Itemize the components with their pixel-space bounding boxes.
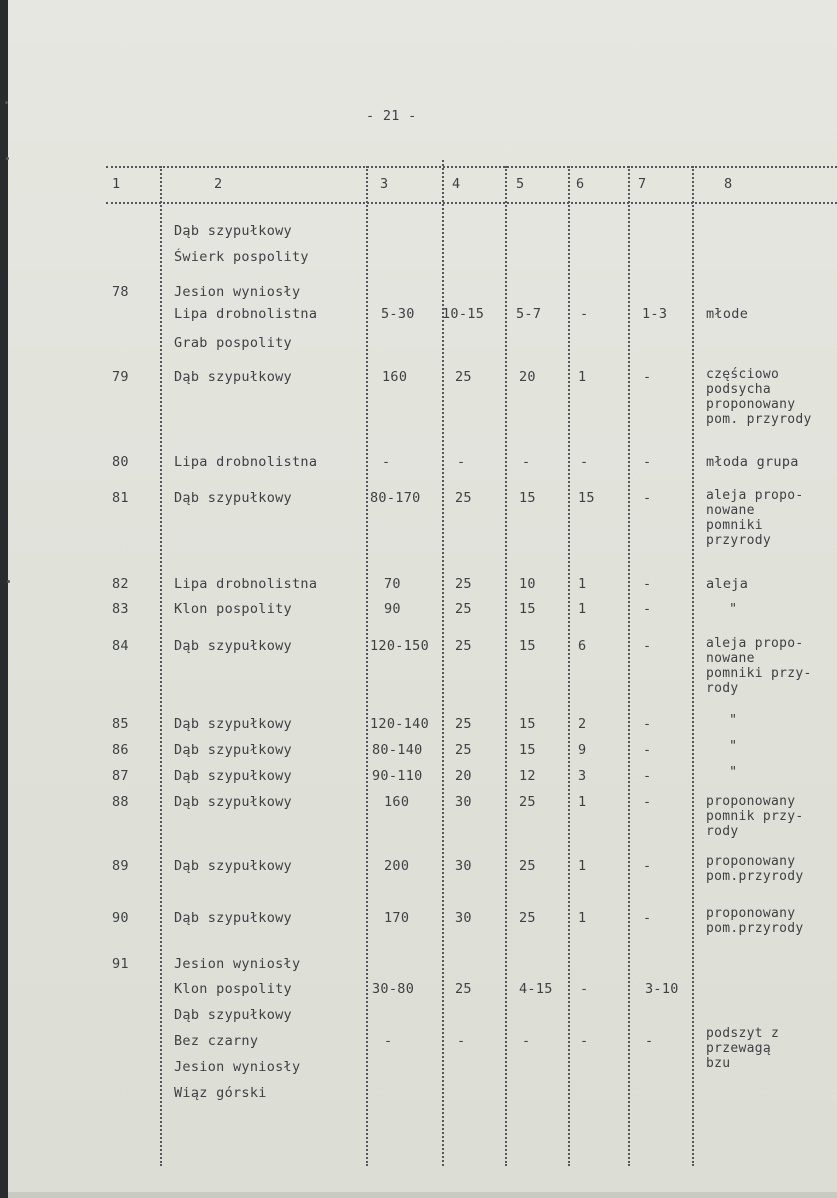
- record-number: 82: [112, 576, 129, 592]
- value-col6: 1: [578, 858, 587, 874]
- value-col6: 6: [578, 638, 587, 654]
- species-cell: Dąb szypułkowy: [174, 910, 292, 926]
- value-col6: -: [580, 454, 589, 470]
- species-cell: Dąb szypułkowy: [174, 858, 292, 874]
- remarks-cell: ": [729, 738, 738, 754]
- value-col7: -: [643, 716, 652, 732]
- record-number: 86: [112, 742, 129, 758]
- value-col3: 80-170: [370, 490, 421, 506]
- value-col6: 1: [578, 910, 587, 926]
- value-col5: 12: [519, 768, 536, 784]
- species-cell: Bez czarny: [174, 1033, 259, 1049]
- remarks-cell: proponowany pom.przyrody: [706, 906, 804, 936]
- value-col5: 15: [519, 638, 536, 654]
- value-col7: -: [643, 454, 652, 470]
- record-number: 79: [112, 369, 129, 385]
- column-header-8: 8: [724, 176, 733, 192]
- value-col6: 1: [578, 794, 587, 810]
- value-col6: 9: [578, 742, 587, 758]
- column-divider-4: [505, 166, 507, 1166]
- table-header-rule: [106, 202, 837, 204]
- value-col4: 30: [455, 858, 472, 874]
- species-cell: Dąb szypułkowy: [174, 490, 292, 506]
- value-col7: -: [643, 742, 652, 758]
- value-col7: 1-3: [642, 306, 668, 322]
- species-cell: Lipa drobnolistna: [174, 454, 318, 470]
- value-col4: -: [457, 1033, 466, 1049]
- species-cell: Dąb szypułkowy: [174, 768, 292, 784]
- value-col4: 25: [455, 576, 472, 592]
- value-col4: 25: [455, 369, 472, 385]
- value-col3: 170: [384, 910, 410, 926]
- record-number: 81: [112, 490, 129, 506]
- value-col5: 10: [519, 576, 536, 592]
- value-col7: -: [643, 768, 652, 784]
- value-col3: 200: [384, 858, 410, 874]
- value-col5: -: [522, 1033, 531, 1049]
- species-cell: Dąb szypułkowy: [174, 716, 292, 732]
- species-cell: Jesion wyniosły: [174, 1059, 301, 1075]
- column-divider-5: [568, 166, 570, 1166]
- value-col3: 5-30: [381, 306, 415, 322]
- scan-speck: [6, 157, 9, 160]
- value-col5: -: [522, 454, 531, 470]
- column-header-5: 5: [516, 176, 525, 192]
- column-header-7: 7: [638, 176, 647, 192]
- value-col5: 25: [519, 794, 536, 810]
- document-page: [8, 0, 837, 1198]
- value-col3: -: [382, 454, 391, 470]
- value-col4: 25: [455, 601, 472, 617]
- record-number: 90: [112, 910, 129, 926]
- value-col3: 90-110: [372, 768, 423, 784]
- species-cell: Dąb szypułkowy: [174, 369, 292, 385]
- record-number: 88: [112, 794, 129, 810]
- remarks-cell: podszyt z przewagą bzu: [706, 1026, 780, 1071]
- page-number: - 21 -: [366, 108, 417, 124]
- species-cell: Jesion wyniosły: [174, 956, 301, 972]
- species-cell: Jesion wyniosły: [174, 284, 301, 300]
- value-col4: 25: [455, 742, 472, 758]
- value-col7: -: [645, 1033, 654, 1049]
- species-cell: Klon pospolity: [174, 601, 292, 617]
- record-number: 84: [112, 638, 129, 654]
- value-col7: 3-10: [645, 981, 679, 997]
- remarks-cell: aleja propo- nowane pomniki przy- rody: [706, 636, 812, 696]
- value-col3: 120-150: [370, 638, 429, 654]
- value-col4: 30: [455, 794, 472, 810]
- value-col6: 1: [578, 601, 587, 617]
- value-col3: 30-80: [372, 981, 415, 997]
- species-cell: Wiąz górski: [174, 1085, 267, 1101]
- value-col5: 5-7: [516, 306, 542, 322]
- column-divider-1: [160, 166, 162, 1166]
- value-col3: 160: [382, 369, 408, 385]
- remarks-cell: aleja propo- nowane pomniki przyrody: [706, 488, 804, 548]
- column-header-1: 1: [112, 176, 121, 192]
- species-cell: Grab pospolity: [174, 335, 292, 351]
- value-col6: 1: [578, 369, 587, 385]
- species-cell: Klon pospolity: [174, 981, 292, 997]
- value-col4: 25: [455, 981, 472, 997]
- column-header-6: 6: [576, 176, 585, 192]
- record-number: 80: [112, 454, 129, 470]
- scan-left-edge: [0, 0, 8, 1198]
- scan-speck: [7, 580, 10, 583]
- value-col4: 25: [455, 638, 472, 654]
- value-col5: 15: [519, 742, 536, 758]
- record-number: 91: [112, 956, 129, 972]
- value-col3: 120-140: [370, 716, 429, 732]
- value-col6: 1: [578, 576, 587, 592]
- remarks-cell: młoda grupa: [706, 454, 799, 470]
- value-col3: 90: [384, 601, 401, 617]
- column-header-3: 3: [380, 176, 389, 192]
- value-col7: -: [643, 794, 652, 810]
- value-col3: 80-140: [372, 742, 423, 758]
- column-divider-7: [692, 166, 694, 1166]
- value-col5: 15: [519, 601, 536, 617]
- remarks-cell: młode: [706, 306, 749, 322]
- record-number: 83: [112, 601, 129, 617]
- value-col7: -: [643, 601, 652, 617]
- column-divider-6: [628, 166, 630, 1166]
- value-col7: -: [643, 576, 652, 592]
- column-header-4: 4: [452, 176, 461, 192]
- value-col6: -: [580, 306, 589, 322]
- value-col4: 25: [455, 716, 472, 732]
- column-divider-2: [366, 166, 368, 1166]
- value-col3: 160: [384, 794, 410, 810]
- value-col5: 4-15: [519, 981, 553, 997]
- value-col6: 15: [578, 490, 595, 506]
- value-col6: -: [580, 981, 589, 997]
- value-col7: -: [643, 369, 652, 385]
- remarks-cell: ": [729, 712, 738, 728]
- value-col5: 25: [519, 910, 536, 926]
- remarks-cell: ": [729, 601, 738, 617]
- species-cell: Lipa drobnolistna: [174, 306, 318, 322]
- species-cell: Dąb szypułkowy: [174, 742, 292, 758]
- value-col4: 20: [455, 768, 472, 784]
- remarks-cell: aleja: [706, 576, 749, 592]
- value-col7: -: [643, 858, 652, 874]
- remarks-cell: proponowany pom.przyrody: [706, 854, 804, 884]
- column-header-2: 2: [214, 176, 223, 192]
- remarks-cell: częściowo podsycha proponowany pom. przyrody: [706, 367, 812, 427]
- remarks-cell: ": [729, 764, 738, 780]
- species-cell: Dąb szypułkowy: [174, 638, 292, 654]
- value-col3: 70: [384, 576, 401, 592]
- value-col4: 25: [455, 490, 472, 506]
- species-cell: Dąb szypułkowy: [174, 1007, 292, 1023]
- table-top-rule: [106, 166, 837, 168]
- value-col5: 15: [519, 490, 536, 506]
- record-number: 78: [112, 284, 129, 300]
- record-number: 89: [112, 858, 129, 874]
- value-col6: -: [580, 1033, 589, 1049]
- record-number: 85: [112, 716, 129, 732]
- scan-bottom-edge: [8, 1192, 837, 1198]
- value-col7: -: [643, 638, 652, 654]
- record-number: 87: [112, 768, 129, 784]
- value-col5: 25: [519, 858, 536, 874]
- value-col4: 10-15: [442, 306, 485, 322]
- species-cell: Dąb szypułkowy: [174, 794, 292, 810]
- scan-speck: [5, 101, 8, 104]
- value-col4: 30: [455, 910, 472, 926]
- value-col3: -: [384, 1033, 393, 1049]
- value-col7: -: [643, 490, 652, 506]
- remarks-cell: proponowany pomnik przy- rody: [706, 794, 804, 839]
- value-col5: 20: [519, 369, 536, 385]
- species-cell: Lipa drobnolistna: [174, 576, 318, 592]
- value-col6: 2: [578, 716, 587, 732]
- value-col5: 15: [519, 716, 536, 732]
- value-col6: 3: [578, 768, 587, 784]
- species-cell: Dąb szypułkowy: [174, 223, 292, 239]
- value-col4: -: [457, 454, 466, 470]
- value-col7: -: [643, 910, 652, 926]
- species-cell: Świerk pospolity: [174, 249, 309, 265]
